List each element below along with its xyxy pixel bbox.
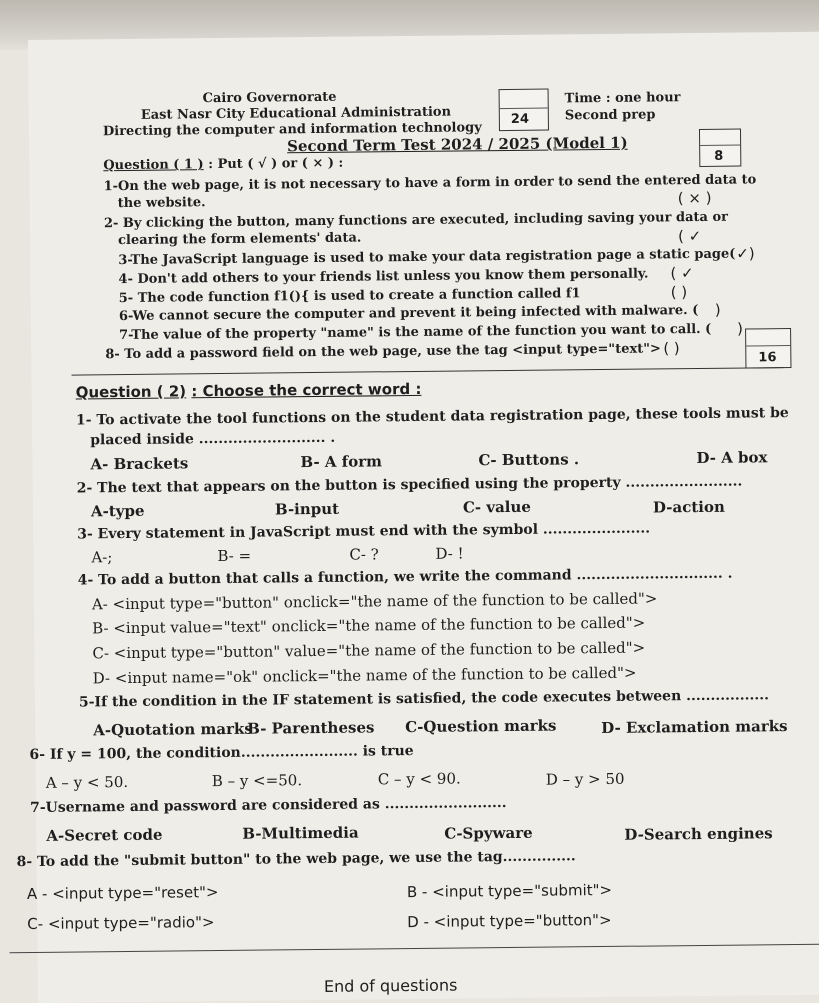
q1-item-4-mark: ( ✓ [670,264,694,283]
question-1-header [103,156,343,174]
q2-item-1-option-a: A- Brackets [90,454,189,474]
question-1-score-box [699,129,741,167]
question-2-title: Question ( 2) [75,382,187,402]
q1-item-1-line1: 1-On the web page, it is not necessary to have a form in order to send the entered data to [103,172,757,195]
q2-item-3-stem: 3- Every statement in JavaScript must end with the symbol ...................... [77,520,651,543]
q2-item-7-option-a: A-Secret code [46,825,163,845]
question-1-score2-box [745,328,791,368]
q1-item-4: 4- Don't add others to your friends list unless you know them personally. [118,266,649,288]
exam-title: Second Term Test 2024 / 2025 (Model 1) [287,133,628,156]
q2-item-1-option-d: D- A box [696,448,768,468]
q2-item-2-option-d: D-action [652,497,725,517]
q1-item-1-mark: ( × ) [677,188,712,208]
q2-item-2-option-a: A-type [90,501,145,521]
question-1-title: Question ( 1 ) [103,157,204,174]
end-of-questions: End of questions [323,975,458,996]
question-2-header [76,380,422,402]
q2-item-3-option-a: A-; [91,548,113,567]
q2-item-2-option-c: C- value [462,497,531,517]
exam-time: Time : one hour [564,90,681,107]
q2-item-6-option-b: B – y <=50. [211,771,303,791]
footer-divider [10,944,819,953]
q2-item-5-stem: 5-If the condition in the IF statement is satisfied, the code executes between ................. [78,687,770,711]
q1-item-6: 6-We cannot secure the computer and prevent it being infected with malware. ( [118,302,699,325]
q2-item-1-stem2: placed inside .......................... . [90,429,336,449]
question-2-instruction: : Choose the correct word : [191,379,422,401]
q1-item-1-line2: the website. [117,195,206,212]
q2-item-7-option-c: C-Spyware [444,823,533,843]
total-score: 24 [510,111,530,127]
q2-item-4-stem: 4- To add a button that calls a function, we write the command .............................. . [77,565,733,589]
q2-item-7-option-d: D-Search engines [624,824,773,844]
administration: East Nasr City Educational Administration [140,104,452,123]
q2-item-5-option-d: D- Exclamation marks [601,717,788,738]
q1-item-8-mark: ( ) [663,339,680,358]
department: Directing the computer and information technology [102,120,482,140]
q2-item-1-option-b: B- A form [300,452,383,472]
section-divider [72,367,784,375]
q1-item-2-mark: ( ✓ [677,226,702,246]
exam-paper [16,32,819,1003]
q2-item-8-option-a: A - <input type="reset"> [26,883,219,904]
q2-item-2-option-b: B-input [274,499,340,519]
q1-item-7: 7-The value of the property "name" is the name of the function you want to call. ( [119,321,712,344]
q2-item-6-stem: 6- If y = 100, the condition........................ is true [29,743,414,764]
q2-item-6-option-a: A – y < 50. [45,772,129,792]
q1-item-2-line2: clearing the form elements' data. [118,230,362,249]
q2-item-6-option-d: D – y > 50 [545,769,625,789]
q2-item-4-option-c: C- <input type="button" value="the name of the function to be called"> [92,638,646,663]
question-1-instruction: : Put ( √ ) or ( × ) : [208,155,344,173]
q2-item-4-option-d: D- <input name="ok" onclick="the name of the function to be called"> [92,663,637,688]
q2-item-6-option-c: C – y < 90. [377,769,461,789]
q1-item-6-mark: ) [714,300,721,319]
q2-item-5-option-b: B- Parentheses [247,718,375,738]
q2-item-8-option-c: C- <input type="radio"> [27,913,215,934]
q1-item-3: 3-The JavaScript language is used to make your data registration page a static page( [118,246,736,269]
q1-item-7-mark: ) [736,319,744,338]
q1-item-5: 5- The code function f1(){ is used to create a function called f1 [118,286,581,307]
q2-item-1-option-c: C- Buttons . [478,450,580,470]
q2-item-3-option-d: D- ! [435,544,464,563]
question-1-score: 8 [714,148,724,164]
governorate: Cairo Governorate [202,89,337,107]
q2-item-4-option-b: B- <input value="text" onclick="the name of the function to be called"> [92,613,646,638]
q2-item-5-option-c: C-Question marks [405,716,557,737]
q1-item-8: 8- To add a password field on the web page, use the tag <input type="text"> [105,341,661,363]
q2-item-8-option-d: D - <input type="button"> [407,910,612,932]
q2-item-3-option-b: B- = [217,546,252,566]
q2-item-2-stem: 2- The text that appears on the button is specified using the property ........................ [76,473,743,497]
q1-item-2-line1: 2- By clicking the button, many functions are executed, including saving your data or [103,209,729,232]
q2-item-8-stem: 8- To add the "submit button" to the web page, we use the tag............... [16,848,576,871]
q1-item-5-mark: ( ) [670,283,688,302]
question-1-score2: 16 [758,350,777,366]
total-score-box [499,89,549,132]
q2-item-5-option-a: A-Quotation marks [93,719,253,740]
q2-item-8-option-b: B - <input type="submit"> [406,880,613,902]
q2-item-4-option-a: A- <input type="button" onclick="the name of the function to be called"> [91,589,658,614]
q2-item-7-option-b: B-Multimedia [242,823,359,843]
q1-item-3-mark: ✓) [736,244,755,263]
q2-item-7-stem: 7-Username and password are considered as ......................... [29,795,507,817]
q2-item-3-option-c: C- ? [349,545,379,564]
grade: Second prep [564,107,656,124]
q2-item-1-stem1: 1- To activate the tool functions on the student data registration page, these tools must be [75,405,789,429]
